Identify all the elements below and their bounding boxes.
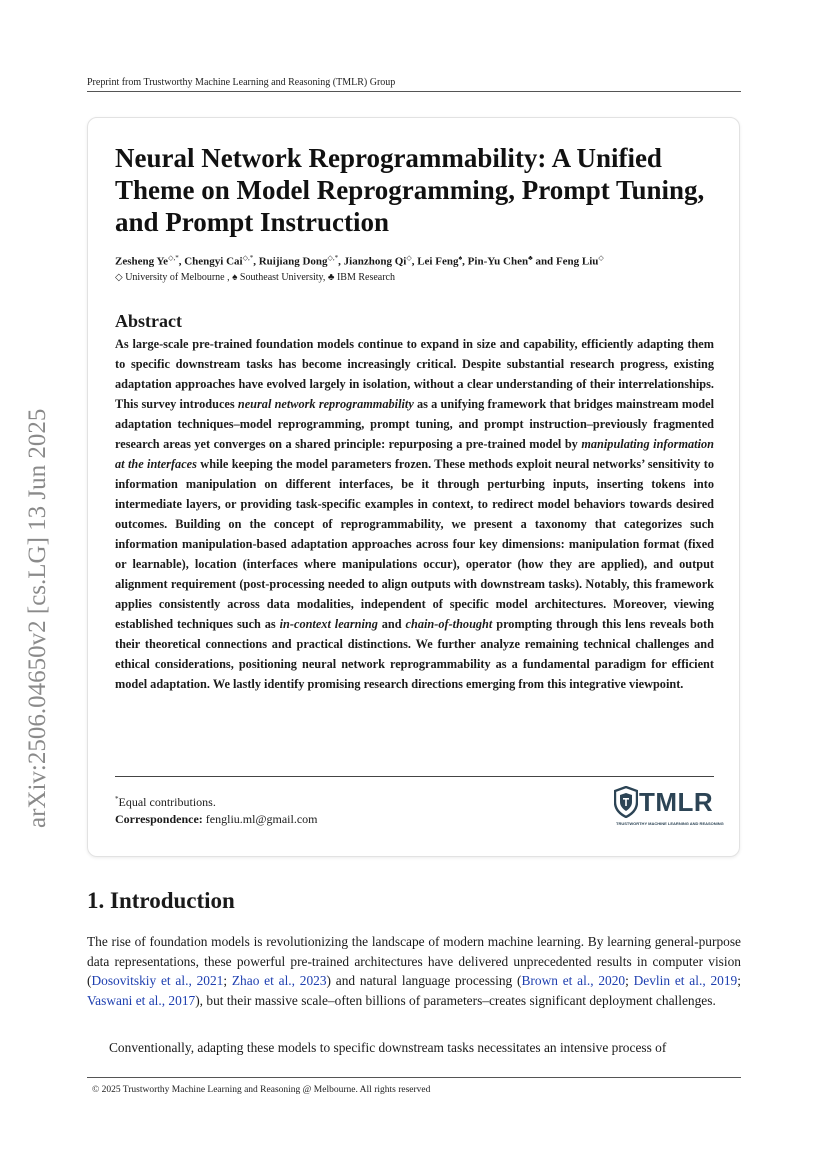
running-header: Preprint from Trustworthy Machine Learning and Reasoning (TMLR) Group xyxy=(87,77,396,88)
author-separator: , xyxy=(253,255,259,268)
correspondence-line xyxy=(115,811,317,828)
paper-title: Neural Network Reprogrammability: A Unified Theme on Model Reprogramming, Prompt Tuning, and Prompt Instruction xyxy=(115,143,705,237)
header-divider xyxy=(87,91,741,92)
affiliations: ◇ University of Melbourne , ♠ Southeast University, ♣ IBM Research xyxy=(115,272,395,283)
author-conjunction: and xyxy=(532,255,556,268)
intro-text: ) and natural language processing ( xyxy=(326,973,522,988)
author-mark: ♣ xyxy=(528,254,533,262)
citation-link[interactable]: Dosovitskiy et al., 2021 xyxy=(91,973,224,988)
abstract-segment: As large-scale pre-trained foundation models continue to expand in size and capability, efficiently adapting them to specific downstream tasks has become increasingly critical. Despite substantial research progress, existing adaptation approaches have evolved largely in isolation, without a clear understanding of their interrelationships. This survey introduces xyxy=(115,337,714,411)
author-name: Zesheng Ye xyxy=(115,255,169,268)
abstract-divider xyxy=(115,776,714,777)
abstract-emphasis: neural network reprogrammability xyxy=(237,397,414,411)
author-name: Ruijiang Dong xyxy=(258,255,328,268)
author-mark: ♠ xyxy=(458,254,463,262)
author-mark: ◇,* xyxy=(327,254,339,262)
citation-separator: ; xyxy=(625,973,634,988)
author-list xyxy=(115,254,715,268)
logo-tagline: TRUSTWORTHY MACHINE LEARNING AND REASONING xyxy=(616,821,724,826)
author-name: Pin-Yu Chen xyxy=(467,255,529,268)
footnote xyxy=(115,791,317,828)
citation-separator: ; xyxy=(223,973,232,988)
abstract-segment: while keeping the model parameters frozen. These methods exploit neural networks’ sensitivity to information manipulation on different interfaces, be it through perturbing inputs, inserting tokens into intermediate layers, or providing task-specific examples in context, to redirect model behaviors towards desired outcomes. Building on the concept of reprogrammability, we present a taxonomy that categorizes such information manipulation-based adaptation approaches across four key dimensions: manipulation format (fixed or learnable), location (interfaces where manipulations occur), operator (how they are applied), and output alignment requirement (post-processing needed to align outputs with downstream tasks). Notably, this framework applies consistently across data modalities, independent of specific model architectures. Moreover, viewing established techniques such as xyxy=(115,457,714,631)
author-name: Jianzhong Qi xyxy=(343,255,407,268)
abstract-emphasis: chain-of-thought xyxy=(405,617,493,631)
author-name: Chengyi Cai xyxy=(184,255,243,268)
author-name: Lei Feng xyxy=(417,255,459,268)
arxiv-identifier-stamp: arXiv:2506.04650v2 [cs.LG] 13 Jun 2025 xyxy=(24,408,51,828)
author-mark: ◇ xyxy=(406,254,412,262)
author-name: Feng Liu xyxy=(555,255,599,268)
author-separator: , xyxy=(411,255,418,268)
citation-link[interactable]: Brown et al., 2020 xyxy=(521,973,626,988)
equal-contribution-text: Equal contributions. xyxy=(118,795,216,809)
abstract-segment: prompting through this lens reveals both their theoretical connections and practical distinctions. We further analyze remaining technical challenges and ethical considerations, positioning neural network reprogrammability as a fundamental paradigm for efficient model adaptation. We lastly identify promising research directions emerging from this integrative viewpoint. xyxy=(115,617,714,691)
citation-link[interactable]: Zhao et al., 2023 xyxy=(231,973,327,988)
citation-link[interactable]: Vaswani et al., 2017 xyxy=(87,992,196,1008)
intro-text: The rise of foundation models is revolutionizing the landscape of modern machine learning. By learning general-purpose data representations, these powerful pre-trained architectures have delivered unprecedented results in computer vision ( xyxy=(87,934,741,988)
intro-text: ), but their massive scale–often billions of parameters–creates significant deployment challenges. xyxy=(195,992,716,1008)
footer-divider xyxy=(87,1077,741,1078)
section-heading-introduction: 1. Introduction xyxy=(87,888,235,913)
shield-icon xyxy=(614,786,638,818)
copyright-notice: © 2025 Trustworthy Machine Learning and Reasoning @ Melbourne. All rights reserved xyxy=(92,1085,431,1095)
author-separator: , xyxy=(338,255,344,268)
tmlr-logo xyxy=(614,784,724,830)
abstract-segment: as a unifying framework that bridges mainstream model adaptation techniques–model reprogramming, prompt tuning, and prompt instruction–previously fragmented research areas yet converges on a shared principle: repurposing a pre-trained model by xyxy=(115,397,714,451)
citation-link[interactable]: Devlin et al., 2019 xyxy=(633,973,738,988)
abstract-emphasis: in-context learning xyxy=(279,617,378,631)
equal-contribution-note xyxy=(115,791,317,811)
abstract-emphasis: manipulating information at the interfaces xyxy=(115,437,714,471)
intro-paragraph: Conventionally, adapting these models to specific downstream tasks necessitates an intensive process of xyxy=(109,1040,667,1055)
author-separator: , xyxy=(462,255,468,268)
abstract-segment: and xyxy=(377,617,406,631)
author-mark: ◇,* xyxy=(168,254,179,262)
footnote-mark: * xyxy=(115,795,119,803)
citation-separator: ; xyxy=(737,973,741,988)
correspondence-email[interactable]: fengliu.ml@gmail.com xyxy=(205,812,318,826)
author-mark: ◇,* xyxy=(242,254,254,262)
author-separator: , xyxy=(178,255,185,268)
author-mark: ◇ xyxy=(598,254,604,262)
logo-wordmark: TMLR xyxy=(639,787,714,817)
abstract-heading: Abstract xyxy=(115,311,182,331)
abstract-text xyxy=(115,334,714,694)
intro-paragraph xyxy=(87,932,741,1010)
correspondence-label: Correspondence: xyxy=(115,812,203,826)
